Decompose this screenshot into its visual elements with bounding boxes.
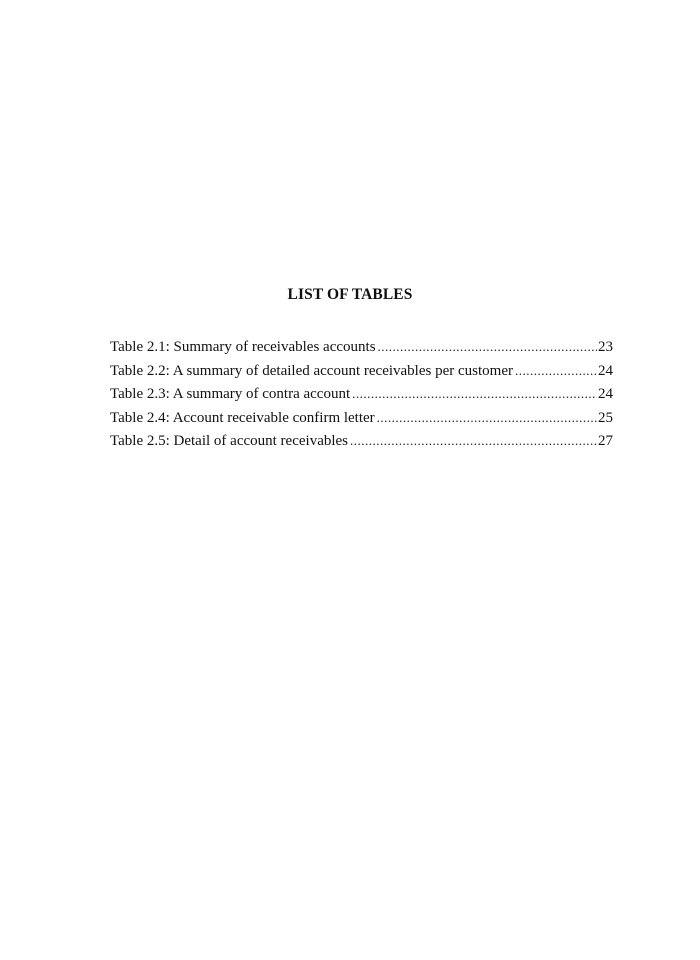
- toc-entry-table-2-1[interactable]: [110, 339, 613, 363]
- list-of-tables: [110, 339, 613, 457]
- toc-dot-leader: [377, 410, 597, 426]
- toc-entry-page-number: 24: [598, 362, 613, 379]
- toc-entry-label: Table 2.2: A summary of detailed account receivables per customer: [110, 362, 513, 379]
- toc-dot-leader: [350, 433, 597, 449]
- toc-entry-label: Table 2.3: A summary of contra account: [110, 386, 351, 402]
- toc-entry-label: Table 2.5: Detail of account receivables: [110, 433, 349, 449]
- toc-entry-page-number: 23: [598, 339, 613, 355]
- page-title: LIST OF TABLES: [287, 286, 413, 303]
- toc-entry-page-number: 24: [598, 386, 613, 402]
- toc-dot-leader: [352, 386, 597, 402]
- toc-entry-table-2-2[interactable]: [110, 363, 613, 387]
- toc-entry-page-number: 25: [598, 409, 613, 426]
- toc-entry-page-number: 27: [598, 433, 613, 449]
- toc-entry-label: Table 2.1: Summary of receivables accounts: [110, 339, 376, 355]
- toc-entry-table-2-4[interactable]: [110, 410, 613, 434]
- toc-entry-table-2-3[interactable]: [110, 386, 613, 410]
- toc-dot-leader: [378, 339, 597, 355]
- toc-dot-leader: [515, 363, 597, 379]
- toc-entry-label: Table 2.4: Account receivable confirm letter: [110, 409, 375, 426]
- toc-entry-table-2-5[interactable]: [110, 433, 613, 457]
